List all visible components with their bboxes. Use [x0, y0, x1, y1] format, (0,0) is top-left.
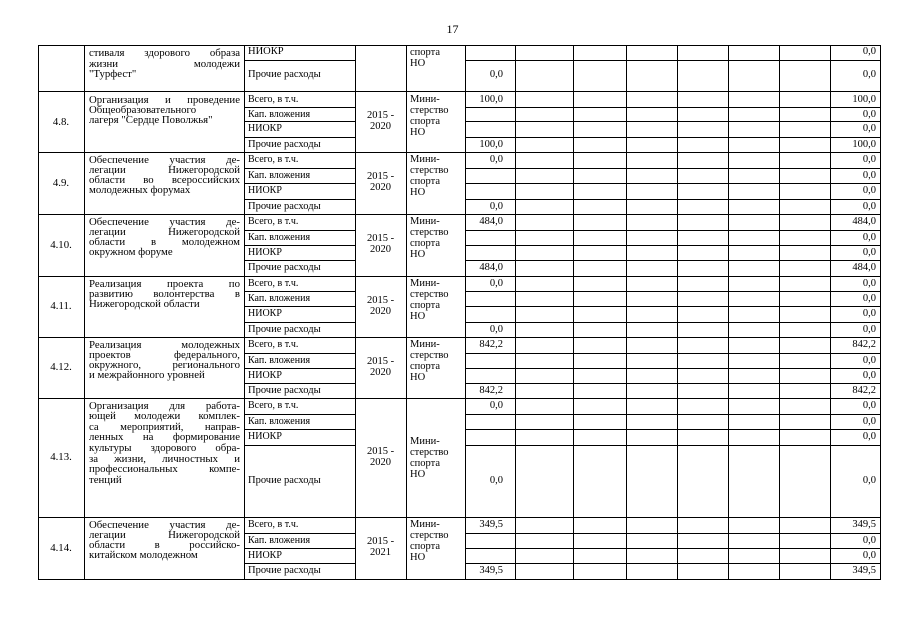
total-cell: 0,0	[862, 369, 876, 381]
description-line: тенций	[89, 473, 122, 486]
cost-type-label: Кап. вложения	[248, 415, 311, 427]
sub-row-rule	[465, 230, 881, 231]
organisation-line: НО	[410, 551, 426, 563]
sub-row-rule	[244, 306, 356, 307]
organisation-line: Мини-	[410, 338, 440, 350]
description-line: "Турфест"	[89, 68, 137, 80]
block-rule	[38, 91, 881, 92]
amount-cell: 0,0	[489, 399, 503, 411]
organisation-line: НО	[410, 186, 426, 198]
cost-type-label: НИОКР	[248, 369, 282, 381]
description-line: развитию волонтерства в	[89, 287, 240, 300]
total-cell: 0,0	[862, 108, 876, 120]
sub-row-rule	[244, 245, 356, 246]
total-cell: 484,0	[852, 261, 876, 273]
description-line: лагеря "Сердце Поволжья"	[89, 114, 213, 127]
organisation-line: спорта	[410, 299, 441, 311]
description-line: молодежных форумах	[89, 184, 191, 197]
description-line: проектов федерального,	[89, 348, 240, 361]
sub-row-rule	[244, 429, 356, 430]
description-line: Обеспечение участия де-	[89, 518, 240, 531]
amount-cell: 100,0	[479, 138, 503, 150]
sub-row-rule	[244, 199, 356, 200]
sub-row-rule	[465, 414, 881, 415]
column-rule	[465, 45, 466, 580]
row-code: 4.14.	[50, 541, 72, 554]
description-line: жизни молодежи	[89, 57, 240, 70]
sub-row-rule	[465, 260, 881, 261]
sub-row-rule	[465, 121, 881, 122]
total-cell: 0,0	[862, 534, 876, 546]
description-line: Нижегородской области	[89, 298, 200, 311]
sub-row-rule	[465, 322, 881, 323]
organisation-line: Мини-	[410, 518, 440, 530]
period-line: 2015 -	[366, 233, 395, 244]
sub-row-rule	[465, 137, 881, 138]
description-line: культуры здорового обра-	[89, 441, 240, 454]
description-line: китайском молодежном	[89, 549, 198, 562]
sub-row-rule	[244, 548, 356, 549]
sub-row-rule	[465, 383, 881, 384]
column-rule	[244, 45, 245, 580]
column-rule	[728, 45, 729, 580]
cost-type-label: Кап. вложения	[248, 231, 311, 243]
description-line: области в российско-	[89, 539, 240, 552]
sub-row-rule	[465, 60, 881, 61]
total-cell: 0,0	[862, 122, 876, 134]
period-line: 2020	[370, 121, 391, 132]
cost-type-label: Всего, в т.ч.	[248, 338, 299, 350]
block-rule	[38, 276, 881, 277]
sub-row-rule	[244, 414, 356, 415]
amount-cell: 842,2	[479, 338, 503, 350]
sub-row-rule	[244, 383, 356, 384]
description-line: Обеспечение участия де-	[89, 215, 240, 228]
block-rule	[38, 517, 881, 518]
description-line: стиваля здорового образа	[89, 47, 240, 59]
column-rule	[677, 45, 678, 580]
description-line: ющей молодежи комплек-	[89, 410, 240, 423]
description-line: Реализация проекта по	[89, 277, 240, 290]
total-cell: 0,0	[862, 399, 876, 411]
description-line: за жизни, личностных и	[89, 452, 240, 465]
cost-type-label: Прочие расходы	[248, 138, 321, 150]
period-line: 2020	[370, 366, 391, 378]
column-rule	[406, 45, 407, 580]
sub-row-rule	[244, 121, 356, 122]
column-rule	[626, 45, 627, 580]
period-line: 2020	[370, 244, 391, 255]
total-cell: 349,5	[852, 564, 876, 576]
period-line: 2020	[370, 182, 391, 193]
organisation-line: стерство	[410, 226, 449, 238]
organisation-line: спорта	[410, 540, 441, 552]
total-cell: 0,0	[862, 200, 876, 212]
cost-type-label: Прочие расходы	[248, 261, 321, 273]
page-number: 17	[446, 22, 459, 36]
organisation-line: НО	[410, 468, 426, 480]
row-code: 4.8.	[52, 115, 70, 128]
sub-row-rule	[465, 445, 881, 446]
organisation-line: стерство	[410, 104, 449, 116]
cost-type-label: НИОКР	[248, 122, 282, 134]
organisation-line: НО	[410, 58, 426, 69]
cost-type-label: НИОКР	[248, 430, 282, 442]
period-line: 2021	[370, 547, 391, 558]
cost-type-label: Всего, в т.ч.	[248, 215, 299, 227]
sub-row-rule	[244, 183, 356, 184]
total-cell: 349,5	[852, 518, 876, 530]
sub-row-rule	[244, 353, 356, 354]
amount-cell: 0,0	[489, 200, 503, 212]
sub-row-rule	[244, 107, 356, 108]
cost-type-label: Всего, в т.ч.	[248, 518, 299, 530]
column-rule	[573, 45, 574, 580]
period-line: 2015 -	[366, 110, 395, 121]
total-cell: 0,0	[862, 277, 876, 289]
sub-row-rule	[465, 563, 881, 564]
description-line: Общеобразовательного	[89, 103, 197, 116]
cost-type-label: НИОКР	[248, 549, 282, 561]
cost-type-label: Кап. вложения	[248, 354, 311, 366]
sub-row-rule	[465, 368, 881, 369]
total-cell: 0,0	[862, 153, 876, 165]
row-code: 4.13.	[50, 451, 72, 463]
sub-row-rule	[244, 168, 356, 169]
sub-row-rule	[465, 306, 881, 307]
organisation-line: НО	[410, 248, 426, 260]
description-line: Организация для работа-	[89, 399, 240, 412]
organisation-line: Мини-	[410, 215, 440, 227]
total-cell: 842,2	[852, 384, 876, 396]
organisation-line: спорта	[410, 360, 441, 372]
amount-cell: 0,0	[489, 153, 503, 165]
cost-type-label: Всего, в т.ч.	[248, 399, 299, 411]
period-line: 2015 -	[366, 536, 395, 547]
sub-row-rule	[465, 548, 881, 549]
period-line: 2015 -	[366, 294, 395, 306]
sub-row-rule	[244, 137, 356, 138]
total-cell: 0,0	[862, 69, 876, 80]
column-rule	[515, 45, 516, 580]
total-cell: 0,0	[862, 430, 876, 442]
cost-type-label: Прочие расходы	[248, 323, 321, 335]
sub-row-rule	[465, 291, 881, 292]
cost-type-label: Кап. вложения	[248, 292, 311, 304]
description-line: легации Нижегородской	[89, 225, 240, 238]
block-rule	[38, 398, 881, 399]
table-top-rule	[38, 45, 881, 46]
sub-row-rule	[244, 60, 356, 61]
cost-type-label: НИОКР	[248, 307, 282, 319]
block-rule	[38, 579, 881, 580]
organisation-line: стерство	[410, 288, 449, 300]
total-cell: 0,0	[862, 46, 876, 57]
cost-type-label: Всего, в т.ч.	[248, 153, 299, 165]
organisation-line: НО	[410, 310, 426, 322]
description-line: Организация и проведение	[89, 93, 240, 106]
total-cell: 0,0	[862, 307, 876, 319]
cost-type-label: Кап. вложения	[248, 108, 311, 120]
total-cell: 0,0	[862, 231, 876, 243]
description-line: легации Нижегородской	[89, 163, 240, 176]
cost-type-label: Всего, в т.ч.	[248, 93, 299, 105]
column-rule	[779, 45, 780, 580]
organisation-line: спорта	[410, 115, 441, 127]
period-line: 2015 -	[366, 355, 395, 367]
cost-type-label: Прочие расходы	[248, 200, 321, 212]
organisation-line: стерство	[410, 446, 449, 458]
description-line: окружном форуме	[89, 246, 173, 259]
period-line: 2020	[370, 305, 391, 317]
row-code: 4.12.	[50, 361, 72, 373]
description-line: ленных на формирование	[89, 431, 240, 444]
total-cell: 0,0	[862, 323, 876, 335]
block-rule	[38, 152, 881, 153]
organisation-line: Мини-	[410, 277, 440, 289]
cost-type-label: Прочие расходы	[248, 474, 321, 486]
amount-cell: 100,0	[479, 93, 503, 105]
description-line: легации Нижегородской	[89, 528, 240, 541]
sub-row-rule	[465, 353, 881, 354]
organisation-line: НО	[410, 371, 426, 383]
total-cell: 0,0	[862, 415, 876, 427]
column-rule	[880, 45, 881, 580]
description-line: Реализация молодежных	[89, 338, 240, 351]
amount-cell: 349,5	[479, 518, 503, 530]
description-line: са мероприятий, направ-	[89, 420, 240, 433]
organisation-line: стерство	[410, 529, 449, 541]
amount-cell: 0,0	[489, 69, 503, 80]
period-line: 2015 -	[366, 171, 395, 182]
block-rule	[38, 337, 881, 338]
sub-row-rule	[465, 107, 881, 108]
period-line: 2020	[370, 456, 391, 468]
period-line: 2015 -	[366, 445, 395, 457]
cost-type-label: Прочие расходы	[248, 564, 321, 576]
description-line: области во всероссийских	[89, 174, 240, 187]
description-line: и межрайонного уровней	[89, 369, 205, 382]
cost-type-label: Кап. вложения	[248, 534, 311, 546]
total-cell: 0,0	[862, 474, 876, 486]
column-rule	[84, 45, 85, 580]
amount-cell: 0,0	[489, 277, 503, 289]
total-cell: 0,0	[862, 246, 876, 258]
amount-cell: 0,0	[489, 474, 503, 486]
description-line: профессиональных компе-	[89, 463, 240, 476]
row-code: 4.11.	[50, 300, 72, 312]
sub-row-rule	[465, 168, 881, 169]
organisation-line: стерство	[410, 349, 449, 361]
amount-cell: 484,0	[479, 215, 503, 227]
organisation-line: Мини-	[410, 153, 440, 165]
cost-type-label: НИОКР	[248, 46, 284, 57]
column-rule	[830, 45, 831, 580]
sub-row-rule	[465, 183, 881, 184]
cost-type-label: НИОКР	[248, 184, 282, 196]
sub-row-rule	[465, 533, 881, 534]
description-line: окружного, регионального	[89, 359, 240, 372]
total-cell: 0,0	[862, 292, 876, 304]
sub-row-rule	[465, 429, 881, 430]
organisation-line: Мини-	[410, 93, 440, 105]
sub-row-rule	[244, 563, 356, 564]
organisation-line: спорта	[410, 175, 441, 187]
total-cell: 0,0	[862, 184, 876, 196]
total-cell: 0,0	[862, 549, 876, 561]
cost-type-label: НИОКР	[248, 246, 282, 258]
amount-cell: 484,0	[479, 261, 503, 273]
cost-type-label: Всего, в т.ч.	[248, 277, 299, 289]
sub-row-rule	[244, 368, 356, 369]
total-cell: 0,0	[862, 169, 876, 181]
total-cell: 0,0	[862, 354, 876, 366]
amount-cell: 842,2	[479, 384, 503, 396]
organisation-line: НО	[410, 126, 426, 138]
description-line: области в молодежном	[89, 236, 240, 249]
cost-type-label: Прочие расходы	[248, 384, 321, 396]
organisation-line: спорта	[410, 47, 441, 58]
organisation-line: стерство	[410, 164, 449, 176]
sub-row-rule	[244, 322, 356, 323]
row-code: 4.10.	[50, 238, 72, 251]
cost-type-label: Кап. вложения	[248, 169, 311, 181]
amount-cell: 349,5	[479, 564, 503, 576]
total-cell: 484,0	[852, 215, 876, 227]
block-rule	[38, 214, 881, 215]
total-cell: 100,0	[852, 138, 876, 150]
organisation-line: спорта	[410, 237, 441, 249]
sub-row-rule	[244, 230, 356, 231]
description-line: Обеспечение участия де-	[89, 153, 240, 166]
amount-cell: 0,0	[489, 323, 503, 335]
organisation-line: Мини-	[410, 435, 440, 447]
sub-row-rule	[244, 291, 356, 292]
sub-row-rule	[244, 533, 356, 534]
sub-row-rule	[465, 199, 881, 200]
organisation-line: спорта	[410, 457, 441, 469]
row-code: 4.9.	[52, 176, 70, 189]
total-cell: 842,2	[852, 338, 876, 350]
sub-row-rule	[244, 445, 356, 446]
sub-row-rule	[465, 245, 881, 246]
total-cell: 100,0	[852, 93, 876, 105]
sub-row-rule	[244, 260, 356, 261]
cost-type-label: Прочие расходы	[248, 69, 321, 80]
